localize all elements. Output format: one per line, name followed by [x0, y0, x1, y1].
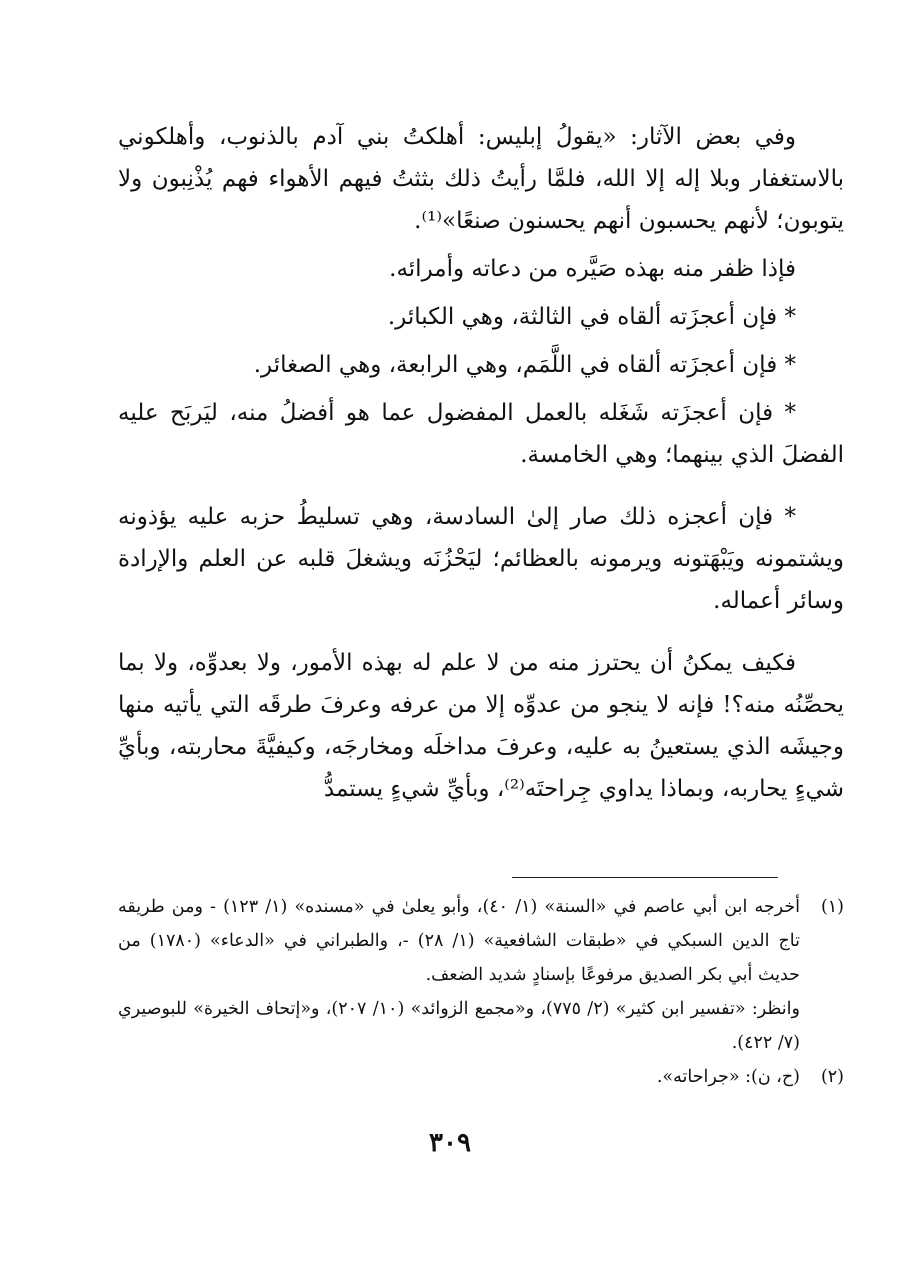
footnote-text: وانظر: «تفسير ابن كثير» (٢/ ٧٧٥)، و«مجمع الزوائد» (١٠/ ٢٠٧)، و«إتحاف الخيرة» للبوصيري (٧/ ٤٢٢).	[118, 999, 800, 1053]
footnote-text: (ح، ن): «جراحاته».	[656, 1067, 800, 1087]
footnotes	[118, 890, 844, 1094]
footnote-divider	[512, 877, 778, 878]
footnote	[118, 890, 844, 1060]
paragraph: * فإن أعجزَته شَغَله بالعمل المفضول عما هو أفضلُ منه، ليَربَح عليه الفضلَ الذي بينهما؛ وهي الخامسة.	[118, 400, 844, 468]
footnote-number: (٢)	[820, 1067, 844, 1087]
paragraph: * فإن أعجزه ذلك صار إلىٰ السادسة، وهي تسليطُ حزبه عليه يؤذونه ويشتمونه ويَبْهَتونه ويرمونه بالعظائم؛ ليَحْزُنَه ويشغلَ قلبه عن العلم والإرادة وسائر أعماله.	[118, 504, 844, 614]
footnote-text: أخرجه ابن أبي عاصم في «السنة» (١/ ٤٠)، وأبو يعلىٰ في «مسنده» (١/ ١٢٣) - ومن طريقه تاج الدين السبكي في «طبقات الشافعية» (١/ ٢٨) -، والطبراني في «الدعاء» (١٧٨٠) من حديث أبي بكر الصديق مرفوعًا بإسنادٍ شديد الضعف.	[118, 897, 801, 985]
paragraph: فإذا ظفر منه بهذه صَيَّره من دعاته وأمرائه.	[389, 256, 796, 282]
paragraph: * فإن أعجزَته ألقاه في اللَّمَم، وهي الرابعة، وهي الصغائر.	[253, 352, 796, 378]
paragraph: * فإن أعجزَته ألقاه في الثالثة، وهي الكبائر.	[387, 304, 796, 330]
paragraph: وفي بعض الآثار: «يقولُ إبليس: أهلكتُ بني آدم بالذنوب، وأهلكوني بالاستغفار وبلا إله إلا الله، فلمَّا رأيتُ ذلك بثثتُ فيهم الأهواء فهم يُذْنِبون ولا يتوبون؛ لأنهم يحسبون أنهم يحسنون صنعًا»⁽¹⁾.	[118, 124, 844, 234]
page-number: ٣٠٩	[429, 1128, 471, 1158]
footnote-number: (١)	[820, 897, 844, 917]
paragraph: فكيف يمكنُ أن يحترز منه من لا علم له بهذه الأمور، ولا بعدوِّه، ولا بما يحصِّنُه منه؟! فإنه لا ينجو من عدوِّه إلا من عرفه وعرفَ طرقَه التي يأتيه منها وجيشَه الذي يستعينُ به عليه، وعرفَ مداخلَه ومخارجَه، وكيفيَّةَ محاربته، وبأيِّ شيءٍ يحاربه، وبماذا يداوي جِراحتَه⁽²⁾، وبأيِّ شيءٍ يستمدُّ	[118, 650, 844, 802]
main-text	[118, 116, 844, 810]
footnote	[118, 1060, 844, 1094]
